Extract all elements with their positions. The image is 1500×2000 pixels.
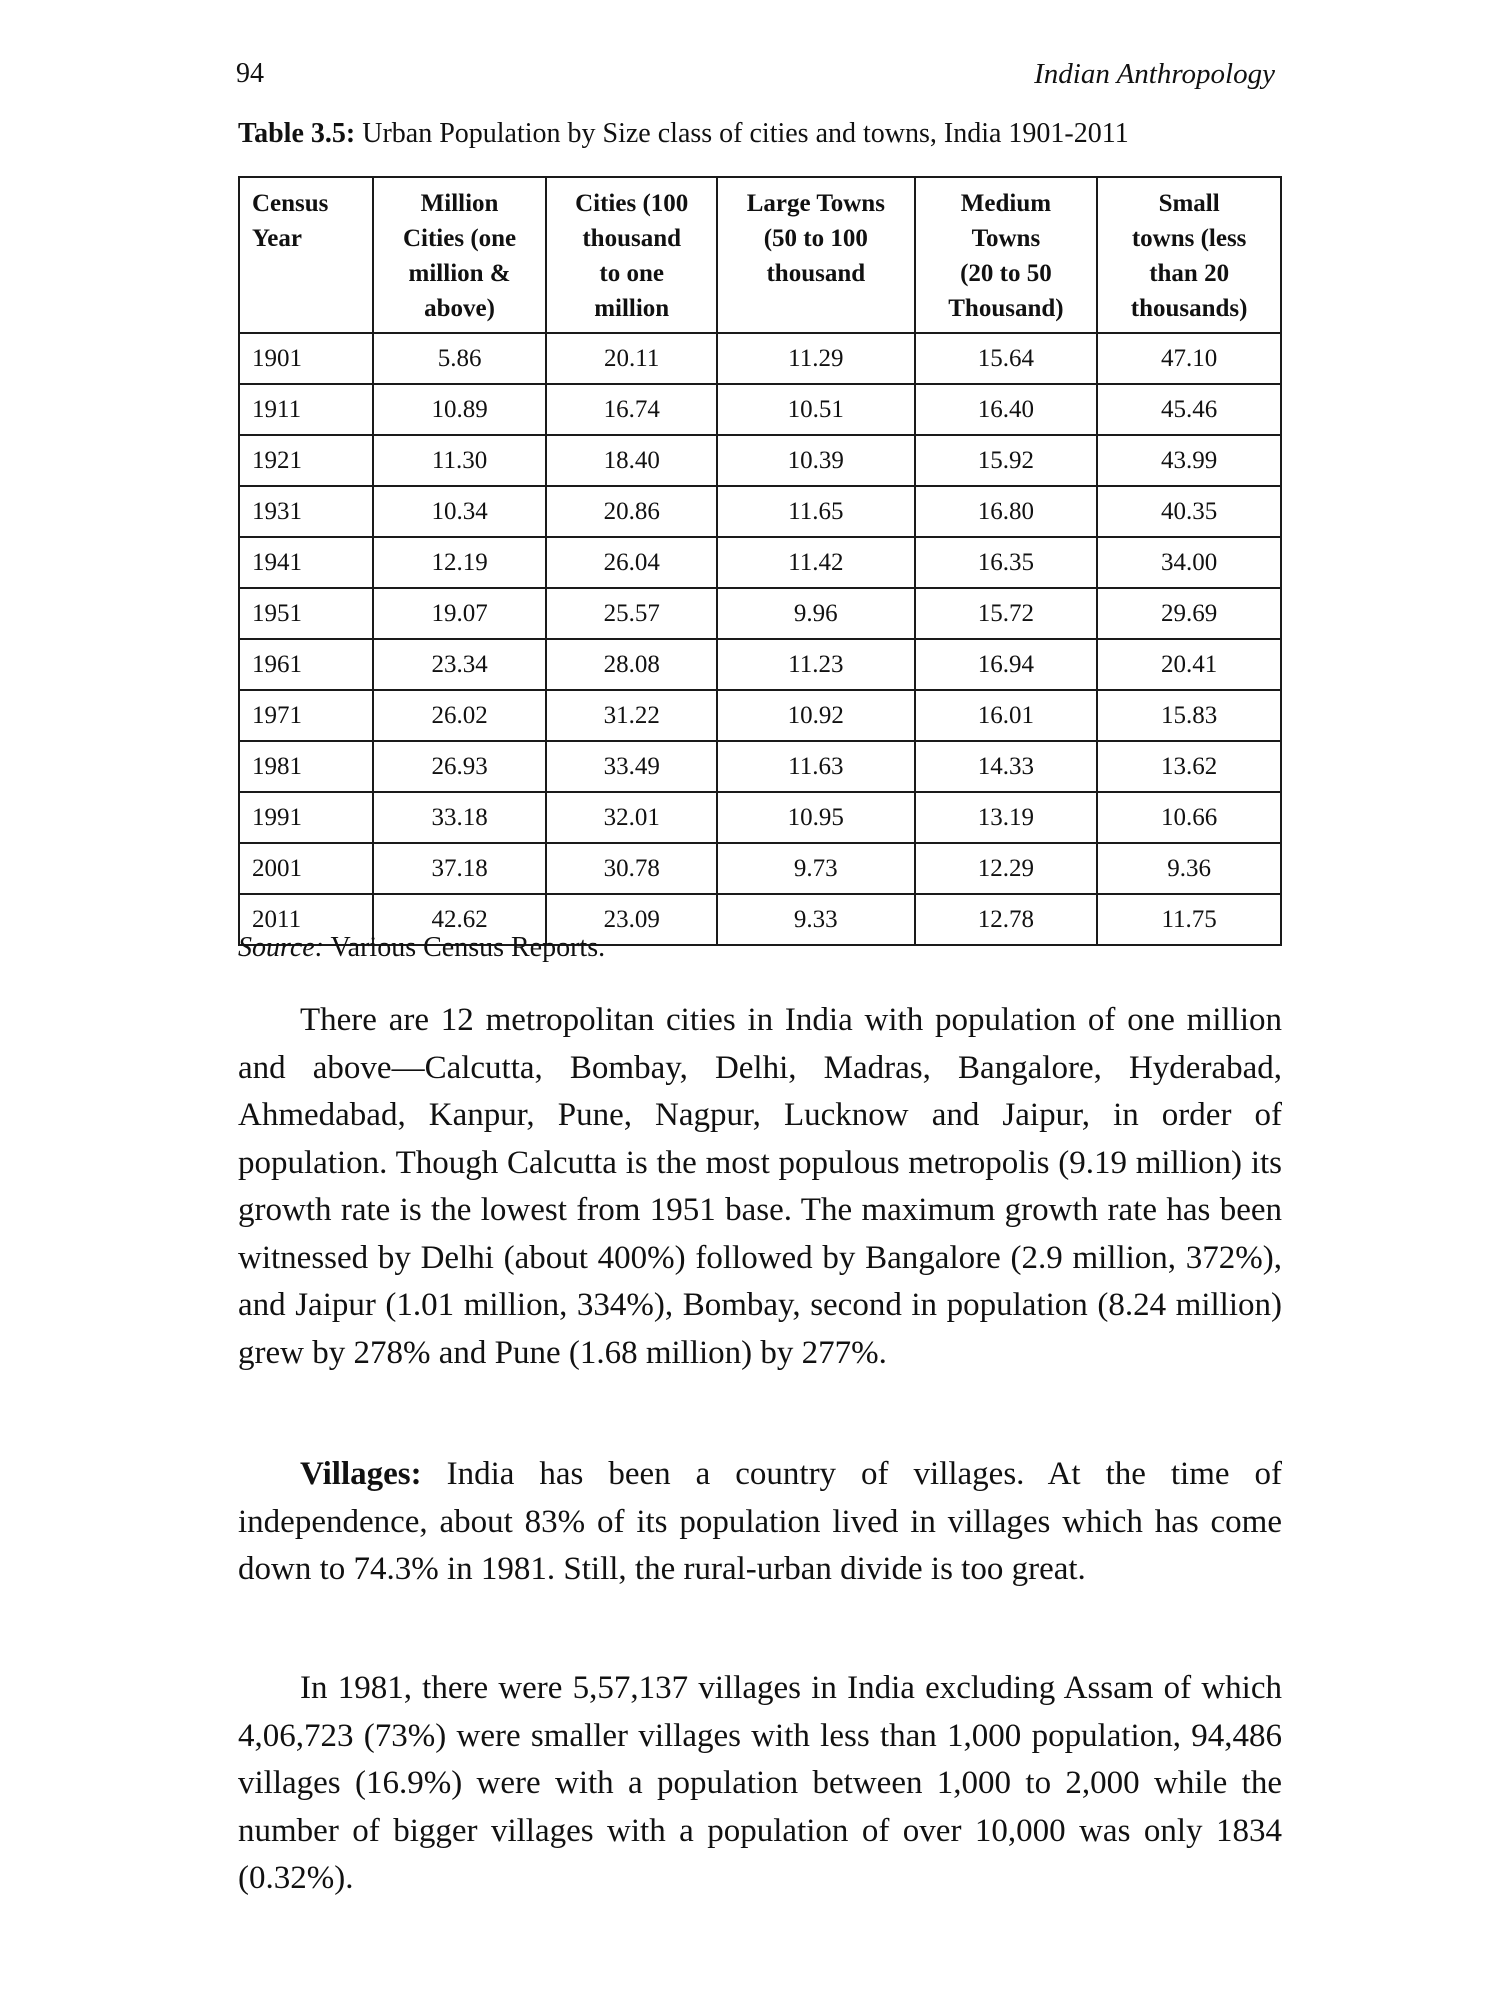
percentage-cell: 40.35 [1097, 486, 1281, 537]
percentage-cell: 20.86 [546, 486, 717, 537]
census-year-cell: 1961 [239, 639, 373, 690]
percentage-cell: 42.62 [373, 894, 547, 945]
percentage-cell: 16.40 [915, 384, 1098, 435]
percentage-cell: 16.74 [546, 384, 717, 435]
table-row [239, 741, 1281, 792]
column-header [915, 177, 1098, 333]
percentage-cell: 31.22 [546, 690, 717, 741]
table-source [238, 932, 605, 964]
percentage-cell: 9.96 [717, 588, 915, 639]
column-header-line: thousand [766, 260, 866, 287]
column-header [546, 177, 717, 333]
percentage-cell: 19.07 [373, 588, 547, 639]
percentage-cell: 15.72 [915, 588, 1098, 639]
villages-text: India has been a country of villages. At the time of independence, about 83% of its population lived in villages which has come down to 74.3% in 1981. Still, the rural-urban divide is too great. [238, 1456, 1282, 1587]
percentage-cell: 45.46 [1097, 384, 1281, 435]
percentage-cell: 9.36 [1097, 843, 1281, 894]
percentage-cell: 5.86 [373, 333, 547, 384]
percentage-cell: 12.29 [915, 843, 1098, 894]
percentage-cell: 43.99 [1097, 435, 1281, 486]
column-header-line: Cities (one [402, 225, 517, 252]
percentage-cell: 11.29 [717, 333, 915, 384]
percentage-cell: 23.09 [546, 894, 717, 945]
percentage-cell: 10.51 [717, 384, 915, 435]
percentage-cell: 9.73 [717, 843, 915, 894]
column-header-line: thousand [582, 225, 682, 252]
column-header-line: Census [252, 190, 329, 217]
column-header-line: Thousand) [948, 295, 1064, 322]
percentage-cell: 16.94 [915, 639, 1098, 690]
percentage-cell: 34.00 [1097, 537, 1281, 588]
running-title: Indian Anthropology [1034, 58, 1275, 90]
source-label: Source: [238, 932, 325, 963]
column-header-line: Year [252, 225, 302, 252]
percentage-cell: 26.04 [546, 537, 717, 588]
table-row [239, 588, 1281, 639]
table-row [239, 690, 1281, 741]
column-header-line: Million [420, 190, 499, 217]
table-row [239, 792, 1281, 843]
table-row [239, 384, 1281, 435]
column-header [239, 177, 373, 333]
percentage-cell: 10.66 [1097, 792, 1281, 843]
paragraph-metropolitan-cities: There are 12 metropolitan cities in India with population of one million and above—Calcutta, Bombay, Delhi, Madras, Bangalore, Hyderabad, Ahmedabad, Kanpur, Pune, Nagpur, Lucknow and Jaipur, in order of population. Though Calcutta is the most populous metropolis (9.19 million) its growth rate is the lowest from 1951 base. The maximum growth rate has been witnessed by Delhi (about 400%) followed by Bangalore (2.9 million, 372%), and Jaipur (1.01 million, 334%), Bombay, second in population (8.24 million) grew by 278% and Pune (1.68 million) by 277%. [238, 1002, 1282, 1371]
column-header-line: Cities (100 [575, 190, 689, 217]
table-row [239, 639, 1281, 690]
column-header [717, 177, 915, 333]
column-header-line: million [594, 295, 670, 322]
table-row [239, 333, 1281, 384]
percentage-cell: 15.83 [1097, 690, 1281, 741]
table-row [239, 537, 1281, 588]
source-text: Various Census Reports. [324, 932, 606, 963]
column-header-line: Small [1158, 190, 1220, 217]
column-header-line: million & [408, 260, 511, 287]
table-caption-text: Urban Population by Size class of cities and towns, India 1901-2011 [355, 118, 1129, 149]
percentage-cell: 11.63 [717, 741, 915, 792]
paragraph-village-counts: In 1981, there were 5,57,137 villages in India excluding Assam of which 4,06,723 (73%) were smaller villages with less than 1,000 population, 94,486 villages (16.9%) were with a population between 1,000 to 2,000 while the number of bigger villages with a population of over 10,000 was only 1834 (0.32%). [238, 1670, 1282, 1896]
villages-heading: Villages: [300, 1456, 422, 1492]
column-header [373, 177, 547, 333]
percentage-cell: 12.78 [915, 894, 1098, 945]
census-year-cell: 2011 [239, 894, 373, 945]
column-header-line: towns (less [1131, 225, 1247, 252]
page-number: 94 [236, 58, 264, 89]
percentage-cell: 11.75 [1097, 894, 1281, 945]
percentage-cell: 11.42 [717, 537, 915, 588]
percentage-cell: 30.78 [546, 843, 717, 894]
census-year-cell: 1941 [239, 537, 373, 588]
percentage-cell: 11.65 [717, 486, 915, 537]
percentage-cell: 15.92 [915, 435, 1098, 486]
percentage-cell: 15.64 [915, 333, 1098, 384]
percentage-cell: 33.49 [546, 741, 717, 792]
percentage-cell: 13.19 [915, 792, 1098, 843]
percentage-cell: 10.95 [717, 792, 915, 843]
table-body [239, 333, 1281, 945]
column-header-line: (50 to 100 [763, 225, 868, 252]
percentage-cell: 37.18 [373, 843, 547, 894]
census-year-cell: 1911 [239, 384, 373, 435]
census-year-cell: 1921 [239, 435, 373, 486]
percentage-cell: 23.34 [373, 639, 547, 690]
urban-population-table [238, 176, 1282, 946]
table-row [239, 486, 1281, 537]
column-header-line: Large Towns [746, 190, 885, 217]
census-year-cell: 1901 [239, 333, 373, 384]
table-caption [238, 118, 1288, 150]
percentage-cell: 28.08 [546, 639, 717, 690]
percentage-cell: 13.62 [1097, 741, 1281, 792]
table-caption-label: Table 3.5: [238, 118, 356, 149]
percentage-cell: 32.01 [546, 792, 717, 843]
percentage-cell: 10.92 [717, 690, 915, 741]
column-header-line: Towns [971, 225, 1041, 252]
census-year-cell: 1981 [239, 741, 373, 792]
percentage-cell: 29.69 [1097, 588, 1281, 639]
table-header-row [239, 177, 1281, 333]
census-year-cell: 1991 [239, 792, 373, 843]
census-year-cell: 1971 [239, 690, 373, 741]
percentage-cell: 16.80 [915, 486, 1098, 537]
percentage-cell: 10.89 [373, 384, 547, 435]
percentage-cell: 10.39 [717, 435, 915, 486]
percentage-cell: 10.34 [373, 486, 547, 537]
column-header-line: than 20 [1149, 260, 1230, 287]
percentage-cell: 33.18 [373, 792, 547, 843]
column-header-line: (20 to 50 [960, 260, 1052, 287]
column-header-line: Medium [960, 190, 1052, 217]
percentage-cell: 14.33 [915, 741, 1098, 792]
percentage-cell: 16.01 [915, 690, 1098, 741]
column-header-line: thousands) [1130, 295, 1248, 322]
percentage-cell: 11.23 [717, 639, 915, 690]
column-header [1097, 177, 1281, 333]
percentage-cell: 18.40 [546, 435, 717, 486]
percentage-cell: 47.10 [1097, 333, 1281, 384]
column-header-line: above) [424, 295, 495, 322]
percentage-cell: 25.57 [546, 588, 717, 639]
paragraph-villages [238, 1451, 1282, 1594]
table-row [239, 435, 1281, 486]
percentage-cell: 9.33 [717, 894, 915, 945]
percentage-cell: 12.19 [373, 537, 547, 588]
percentage-cell: 26.93 [373, 741, 547, 792]
column-header-line: to one [599, 260, 664, 287]
percentage-cell: 11.30 [373, 435, 547, 486]
census-year-cell: 1951 [239, 588, 373, 639]
percentage-cell: 20.41 [1097, 639, 1281, 690]
table-row [239, 843, 1281, 894]
census-year-cell: 2001 [239, 843, 373, 894]
percentage-cell: 26.02 [373, 690, 547, 741]
percentage-cell: 16.35 [915, 537, 1098, 588]
census-year-cell: 1931 [239, 486, 373, 537]
percentage-cell: 20.11 [546, 333, 717, 384]
